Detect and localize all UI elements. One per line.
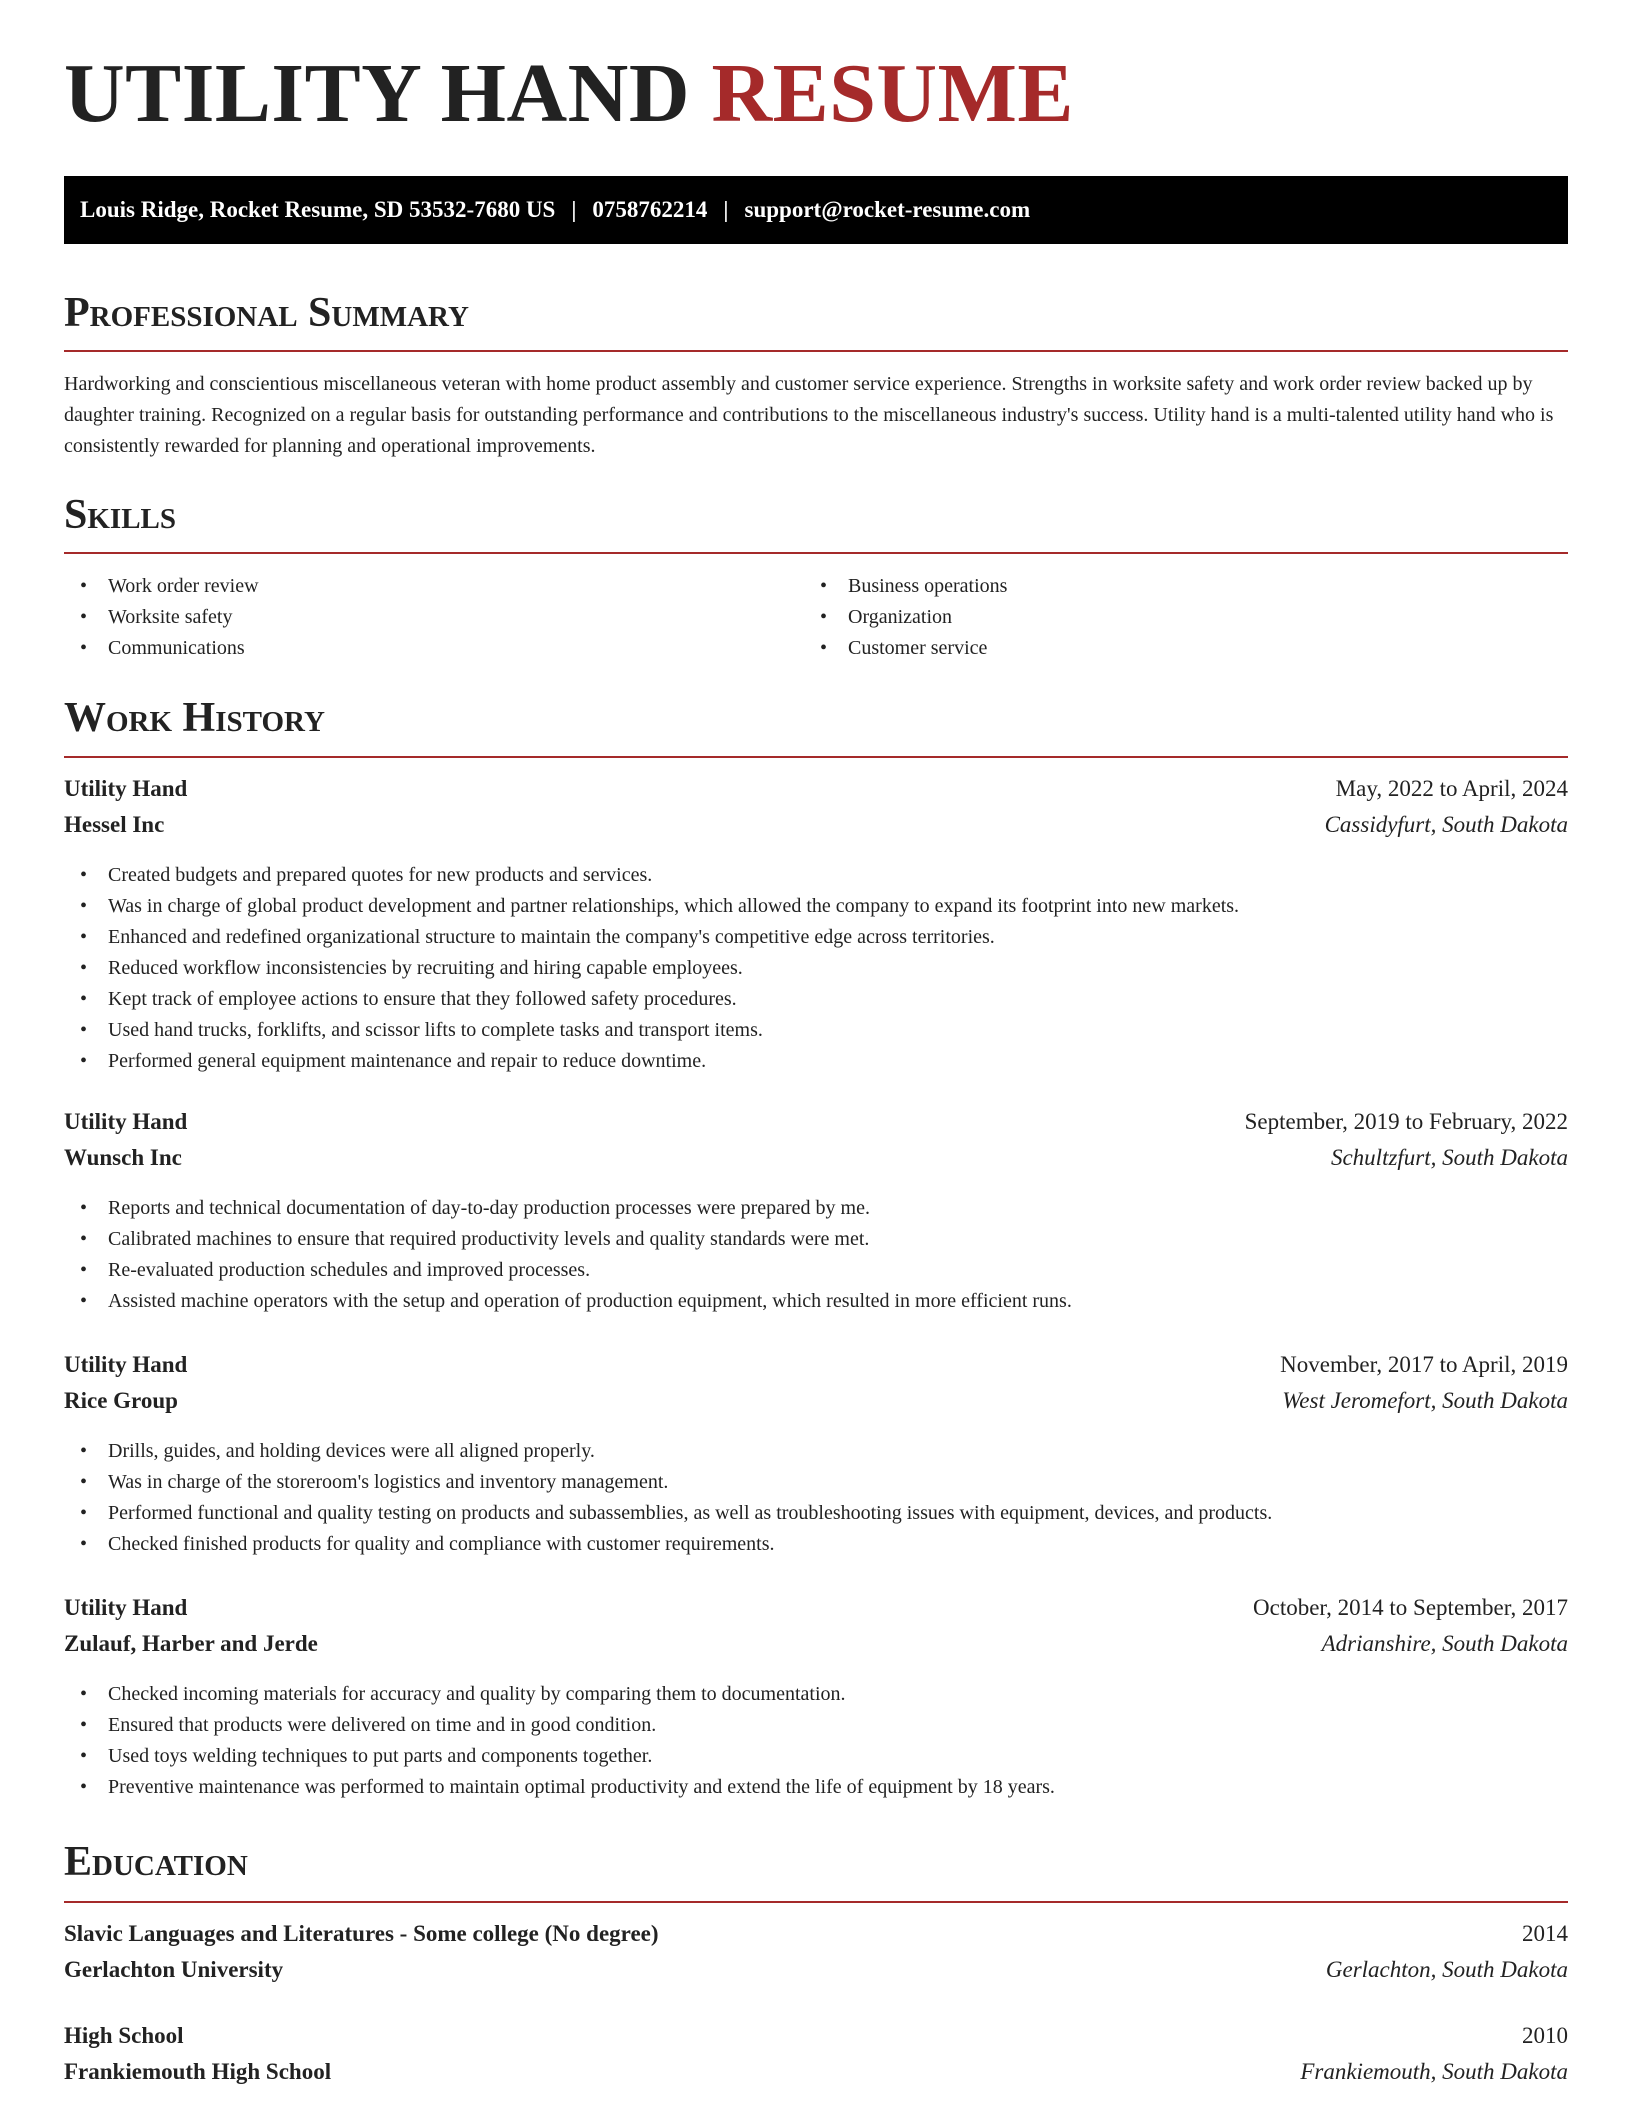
education-heading: Education [64,1839,248,1885]
job-bullet: • Enhanced and redefined organizational structure to maintain the company's competitive edge across territories. [64,922,1568,953]
job-header [64,1595,1568,1631]
job-location: Adrianshire, South Dakota [1321,1631,1568,1656]
skills-list [64,571,1568,664]
job-title: Utility Hand [64,1109,188,1134]
job-bullet: • Ensured that products were delivered on time and in good condition. [64,1710,1568,1741]
job-subheader [64,812,1568,848]
skills-divider [64,552,1568,554]
education-header [64,2023,1568,2059]
job-bullets [64,1679,1568,1803]
job-subheader [64,1631,1568,1667]
skills-heading: Skills [64,492,177,538]
job-subheader [64,1388,1568,1424]
job-location: Schultzfurt, South Dakota [1330,1145,1568,1170]
summary-divider [64,350,1568,352]
skill-item: • Communications [64,633,804,664]
contact-phone: 0758762214 [592,197,708,222]
skill-item: • Customer service [804,633,1544,664]
skill-item: • Organization [804,602,1544,633]
skill-item: • Work order review [64,571,804,602]
job-header [64,1352,1568,1388]
job-subheader [64,1145,1568,1181]
education-degree: High School [64,2023,184,2048]
job-bullets [64,1436,1568,1560]
contact-bar [64,176,1568,244]
job-bullet: • Was in charge of global product development and partner relationships, which allowed the company to expand its footprint into new markets. [64,891,1568,922]
education-location: Gerlachton, South Dakota [1325,1957,1568,1982]
summary-heading: Professional Summary [64,290,469,336]
job-entry [64,1109,1568,1317]
job-bullet: • Checked incoming materials for accuracy and quality by comparing them to documentation. [64,1679,1568,1710]
job-dates: May, 2022 to April, 2024 [1335,776,1568,801]
education-year: 2010 [1522,2023,1568,2048]
job-company: Zulauf, Harber and Jerde [64,1631,318,1656]
contact-separator: | [571,197,577,222]
work-divider [64,756,1568,758]
skills-column-2 [804,571,1544,664]
skill-item: • Business operations [804,571,1544,602]
job-dates: October, 2014 to September, 2017 [1253,1595,1568,1620]
education-divider [64,1901,1568,1903]
education-header [64,1921,1568,1957]
job-company: Wunsch Inc [64,1145,182,1170]
job-bullet: • Assisted machine operators with the setup and operation of production equipment, which resulted in more efficient runs. [64,1286,1568,1317]
job-bullets [64,1193,1568,1317]
contact-separator: | [723,197,729,222]
job-bullet: • Calibrated machines to ensure that required productivity levels and quality standards were met. [64,1224,1568,1255]
education-entry [64,2023,1568,2095]
job-bullet: • Kept track of employee actions to ensure that they followed safety procedures. [64,984,1568,1015]
job-bullet: • Reduced workflow inconsistencies by recruiting and hiring capable employees. [64,953,1568,984]
job-title: Utility Hand [64,1595,188,1620]
job-bullets [64,860,1568,1077]
title-accent: RESUME [711,47,1074,140]
education-location: Frankiemouth, South Dakota [1300,2059,1568,2084]
job-bullet: • Re-evaluated production schedules and improved processes. [64,1255,1568,1286]
job-location: West Jeromefort, South Dakota [1282,1388,1568,1413]
job-dates: September, 2019 to February, 2022 [1244,1109,1568,1134]
resume-title [64,47,1074,140]
title-main: UTILITY HAND [64,47,690,140]
job-header [64,1109,1568,1145]
job-company: Hessel Inc [64,812,165,837]
education-year: 2014 [1522,1921,1568,1946]
job-bullet: • Was in charge of the storeroom's logistics and inventory management. [64,1467,1568,1498]
skill-item: • Worksite safety [64,602,804,633]
job-title: Utility Hand [64,1352,188,1377]
job-bullet: • Performed functional and quality testing on products and subassemblies, as well as troubleshooting issues with equipment, devices, and products. [64,1498,1568,1529]
education-school: Gerlachton University [64,1957,284,1982]
job-entry [64,1595,1568,1803]
job-dates: November, 2017 to April, 2019 [1280,1352,1568,1377]
summary-text: Hardworking and conscientious miscellaneous veteran with home product assembly and customer service experience. Strengths in worksite safety and work order review backed up by daughter training. Recognized on a regular basis for outstanding performance and contributions to the miscellaneous industry's success. Utility hand is a multi-talented utility hand who is consistently rewarded for planning and operational improvements. [64,373,1554,457]
job-bullet: • Performed general equipment maintenance and repair to reduce downtime. [64,1046,1568,1077]
contact-address: Louis Ridge, Rocket Resume, SD 53532-7680 US [80,197,556,222]
job-title: Utility Hand [64,776,188,801]
job-bullet: • Checked finished products for quality and compliance with customer requirements. [64,1529,1568,1560]
job-bullet: • Reports and technical documentation of day-to-day production processes were prepared by me. [64,1193,1568,1224]
education-degree: Slavic Languages and Literatures - Some college (No degree) [64,1921,659,1946]
education-subheader [64,1957,1568,1993]
job-bullet: • Created budgets and prepared quotes for new products and services. [64,860,1568,891]
job-header [64,776,1568,812]
job-bullet: • Used toys welding techniques to put parts and components together. [64,1741,1568,1772]
job-bullet: • Preventive maintenance was performed to maintain optimal productivity and extend the life of equipment by 18 years. [64,1772,1568,1803]
job-bullet: • Drills, guides, and holding devices were all aligned properly. [64,1436,1568,1467]
education-entry [64,1921,1568,1993]
skills-column-1 [64,571,804,664]
job-bullet: • Used hand trucks, forklifts, and scissor lifts to complete tasks and transport items. [64,1015,1568,1046]
job-company: Rice Group [64,1388,178,1413]
work-heading: Work History [64,695,325,741]
education-school: Frankiemouth High School [64,2059,332,2084]
job-entry [64,1352,1568,1560]
job-location: Cassidyfurt, South Dakota [1324,812,1568,837]
education-subheader [64,2059,1568,2095]
contact-email: support@rocket-resume.com [744,197,1031,222]
job-entry [64,776,1568,1077]
